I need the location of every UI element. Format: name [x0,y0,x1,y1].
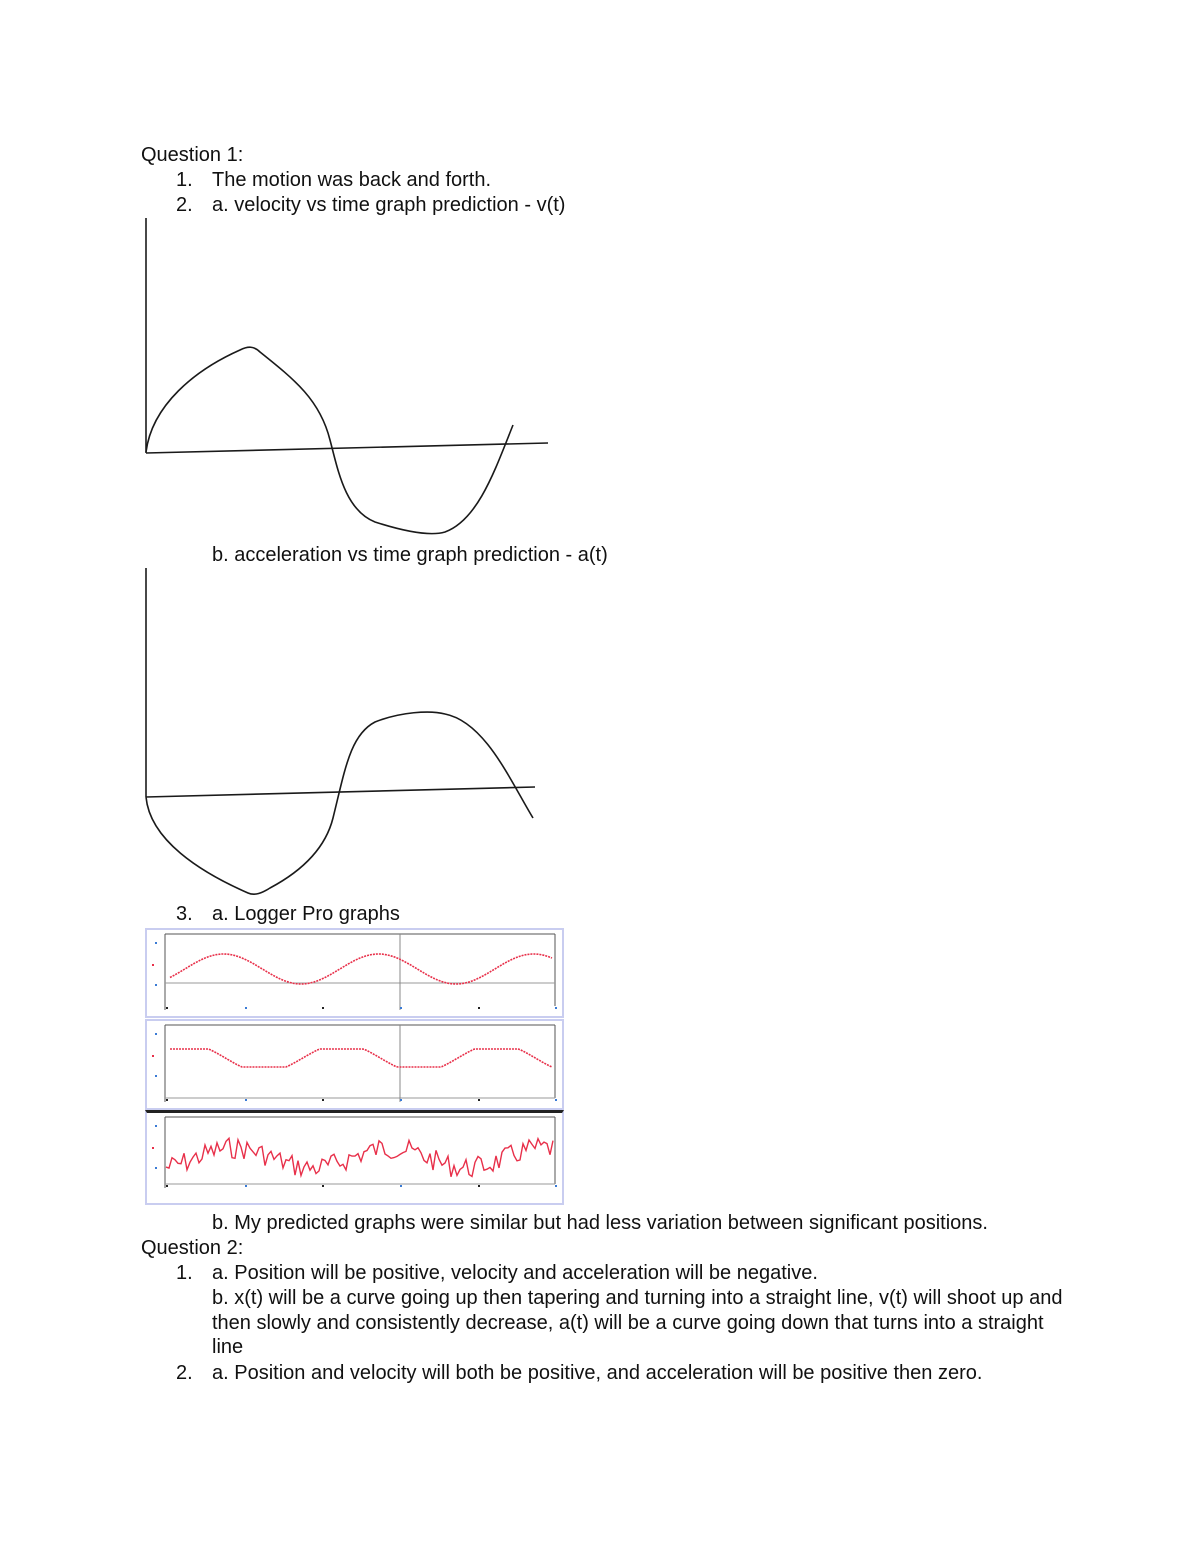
position-data-trace [170,954,552,984]
q1-item-1-text: The motion was back and forth. [212,169,492,191]
q2-item-2-number: 2. [176,1362,193,1384]
graph-tick-mark [555,1185,557,1187]
graph-y-tick-mark [155,1075,157,1077]
graph-tick-mark [245,1007,247,1009]
graph-tick-mark [478,1007,480,1009]
q2-item-1-number: 1. [176,1262,193,1284]
acceleration-data-trace [166,1138,553,1177]
graph-tick-mark [166,1185,168,1187]
graph-tick-mark [478,1185,480,1187]
graph-tick-mark [322,1099,324,1101]
graph-tick-mark [322,1007,324,1009]
graph-tick-mark [166,1099,168,1101]
q1-item-1-number: 1. [176,169,193,191]
graph-tick-mark [478,1099,480,1101]
graph-tick-mark [322,1185,324,1187]
graph-tick-mark [245,1185,247,1187]
q2-item-1a-text: a. Position will be positive, velocity and acceleration will be negative. [212,1262,818,1284]
q2-item-1b-text: b. x(t) will be a curve going up then tapering and turning into a straight line, v(t) will shoot up and then slowly and consistently decrease, a(t) will be a curve going down that turns into a straight line [212,1287,1063,1358]
graph-y-tick-mark [155,1033,157,1035]
graph-y-tick-mark [155,942,157,944]
q1-item-3a-text: a. Logger Pro graphs [212,903,400,925]
graph-tick-mark [555,1099,557,1101]
q1-item-3-number: 3. [176,903,193,925]
graph-tick-mark [166,1007,168,1009]
graph-tick-mark [555,1007,557,1009]
graph-y-tick-mark [155,984,157,986]
q1-item-2-number: 2. [176,194,193,216]
graph-y-label-mark [152,964,154,966]
graph-tick-mark [400,1185,402,1187]
q1-item-2a-text: a. velocity vs time graph prediction - v(t) [212,194,566,216]
graph-y-label-mark [152,1147,154,1149]
question-2-heading: Question 2: [141,1237,244,1259]
question-1-heading: Question 1: [141,144,244,166]
q1-item-3b-text: b. My predicted graphs were similar but had less variation between significant positions. [212,1212,988,1234]
velocity-data-trace [170,1049,552,1067]
graph-y-tick-mark [155,1167,157,1169]
q1-item-2b-text: b. acceleration vs time graph prediction - a(t) [212,544,608,566]
graph-y-label-mark [152,1055,154,1057]
q2-item-2a-text: a. Position and velocity will both be positive, and acceleration will be positive then zero. [212,1362,983,1384]
graph-tick-mark [400,1007,402,1009]
graph-y-tick-mark [155,1125,157,1127]
graph-tick-mark [245,1099,247,1101]
graph-tick-mark [400,1099,402,1101]
